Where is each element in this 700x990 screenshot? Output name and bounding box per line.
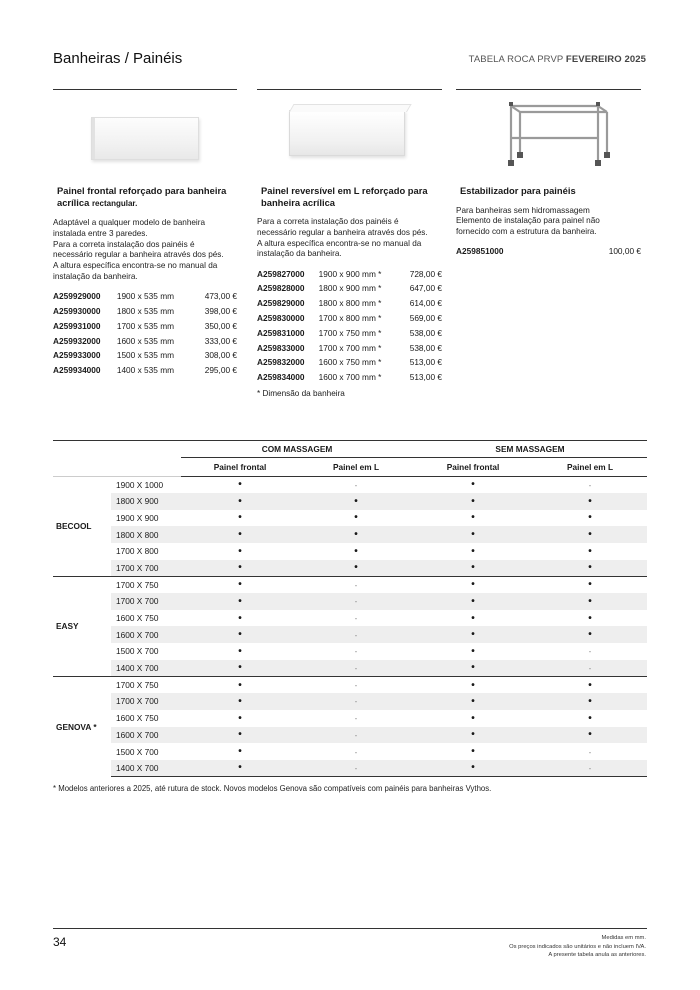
reference-price: 538,00 € <box>409 327 442 338</box>
compat-cell <box>299 560 413 577</box>
series-name: GENOVA * <box>53 676 111 776</box>
reference-price: 513,00 € <box>409 357 442 368</box>
reference-size: 1700 x 535 mm <box>116 320 175 331</box>
compatible-mark: • <box>238 679 242 691</box>
compat-cell <box>413 760 533 777</box>
stabilizer-frame-icon <box>456 90 641 178</box>
reference-code: A259931000 <box>53 320 101 331</box>
reference-code: A259930000 <box>53 305 101 316</box>
table-row <box>53 676 647 693</box>
compatible-mark: • <box>354 512 358 524</box>
compatible-mark: • <box>238 629 242 641</box>
compatible-mark: • <box>588 545 592 557</box>
compat-cell <box>181 560 299 577</box>
table-row <box>53 593 647 610</box>
compat-cell <box>533 676 647 693</box>
reference-code: A259933000 <box>53 350 101 361</box>
bath-size: 1500 X 700 <box>116 746 159 757</box>
compat-cell <box>181 510 299 527</box>
not-compatible-mark: - <box>354 597 358 607</box>
column-header: Painel em L <box>533 457 647 476</box>
compatible-mark: • <box>238 712 242 724</box>
table-row <box>53 560 647 577</box>
compat-cell <box>299 693 413 710</box>
compatible-mark: • <box>471 679 475 691</box>
compatible-mark: • <box>238 495 242 507</box>
compatible-mark: • <box>588 579 592 591</box>
product-title: Estabilizador para painéis <box>460 185 576 196</box>
compatible-mark: • <box>238 695 242 707</box>
group-header-sem-massagem: SEM MASSAGEM <box>413 441 647 458</box>
reference-price: 398,00 € <box>204 305 237 316</box>
not-compatible-mark: - <box>354 614 358 624</box>
description-line: fornecido com a estrutura da banheira. <box>456 227 597 237</box>
compat-cell <box>299 510 413 527</box>
compat-cell <box>533 476 647 493</box>
reference-size: 1600 x 750 mm * <box>318 357 382 368</box>
compatible-mark: • <box>471 629 475 641</box>
reference-code: A259831000 <box>257 327 305 338</box>
compatible-mark: • <box>238 645 242 657</box>
reference-code: A259832000 <box>257 357 305 368</box>
reference-table <box>456 244 641 259</box>
compatible-mark: • <box>471 712 475 724</box>
compatible-mark: • <box>354 562 358 574</box>
compat-cell <box>533 760 647 777</box>
compat-cell <box>413 526 533 543</box>
catalog-tag <box>469 54 646 65</box>
reference-price: 614,00 € <box>409 298 442 309</box>
compatible-mark: • <box>471 595 475 607</box>
footer-info-line: A presente tabela anula as anteriores. <box>548 952 646 959</box>
compat-cell <box>299 710 413 727</box>
reference-price: 350,00 € <box>204 320 237 331</box>
compatible-mark: • <box>588 729 592 741</box>
compatible-mark: • <box>471 695 475 707</box>
reference-price: 333,00 € <box>204 335 237 346</box>
reference-code: A259828000 <box>257 283 305 294</box>
product-description <box>456 206 641 238</box>
bath-size: 1400 X 700 <box>111 660 181 677</box>
compatible-mark: • <box>471 612 475 624</box>
compat-cell <box>299 493 413 510</box>
compat-cell <box>413 693 533 710</box>
compat-cell <box>299 593 413 610</box>
l-panel-shape <box>289 110 405 156</box>
bath-size: 1600 X 750 <box>116 613 159 624</box>
compatible-mark: • <box>588 629 592 641</box>
compatible-mark: • <box>238 662 242 674</box>
compatible-mark: • <box>238 746 242 758</box>
reference-row <box>257 340 442 355</box>
table-row <box>53 760 647 777</box>
description-line: instalada entre 3 paredes. <box>53 228 148 238</box>
footer-divider <box>53 928 647 929</box>
not-compatible-mark: - <box>588 763 592 773</box>
reference-size: 1400 x 535 mm <box>116 365 175 376</box>
group-header-com-massagem: COM MASSAGEM <box>181 441 413 458</box>
compat-cell <box>181 526 299 543</box>
bath-size: 1400 X 700 <box>111 760 181 777</box>
table-row <box>53 476 647 493</box>
description-line: instalação da banheira. <box>53 271 138 281</box>
compat-cell <box>413 676 533 693</box>
reference-row <box>456 244 641 259</box>
not-compatible-mark: - <box>354 630 358 640</box>
reference-row <box>53 348 237 363</box>
bath-size: 1600 X 700 <box>111 727 181 744</box>
not-compatible-mark: - <box>354 580 358 590</box>
reference-price: 100,00 € <box>608 246 641 257</box>
product-title: Painel reversível em L reforçado para banheira acrílica <box>261 185 428 208</box>
series-name: BECOOL <box>56 521 92 532</box>
description-line: necessário regular a banheira através dos pés. <box>257 227 428 237</box>
description-line: Para a correta instalação dos painéis é <box>257 217 399 226</box>
compatible-mark: • <box>588 512 592 524</box>
table-row <box>53 526 647 543</box>
compat-cell <box>533 660 647 677</box>
compat-cell <box>533 693 647 710</box>
table-row <box>53 493 647 510</box>
bath-size: 1700 X 800 <box>116 546 159 557</box>
not-compatible-mark: - <box>588 663 592 673</box>
table-row <box>53 743 647 760</box>
compat-cell <box>299 626 413 643</box>
compatible-mark: • <box>471 662 475 674</box>
compatible-mark: • <box>471 729 475 741</box>
compat-cell <box>413 743 533 760</box>
footer-info <box>509 934 646 960</box>
bath-l-panel-image <box>257 90 442 178</box>
compat-cell <box>413 476 533 493</box>
bath-size: 1700 X 750 <box>111 676 181 693</box>
reference-price: 728,00 € <box>409 268 442 279</box>
reference-price: 513,00 € <box>409 372 442 383</box>
compat-cell <box>299 660 413 677</box>
compat-cell <box>533 576 647 593</box>
reference-table <box>53 289 237 378</box>
compat-cell <box>181 493 299 510</box>
reference-code: A259934000 <box>53 365 101 376</box>
reference-price: 569,00 € <box>409 312 442 323</box>
compat-cell <box>413 626 533 643</box>
not-compatible-mark: - <box>354 697 358 707</box>
table-row <box>53 693 647 710</box>
compatibility-table <box>53 440 647 777</box>
not-compatible-mark: - <box>588 480 592 490</box>
compat-cell <box>299 610 413 627</box>
product-l-panel <box>257 89 442 398</box>
not-compatible-mark: - <box>354 730 358 740</box>
compat-cell <box>181 676 299 693</box>
compat-cell <box>533 710 647 727</box>
compat-cell <box>181 543 299 560</box>
reference-row <box>53 333 237 348</box>
compat-cell <box>413 543 533 560</box>
catalog-tag-date: FEVEREIRO 2025 <box>565 54 646 65</box>
product-title-main: Painel frontal reforçado para banheira acrílica <box>57 185 227 208</box>
bath-size: 1800 X 900 <box>111 493 181 510</box>
reference-size: 1500 x 535 mm <box>116 350 175 361</box>
description-line: Para a correta instalação dos painéis é <box>53 239 195 249</box>
reference-row <box>53 363 237 378</box>
reference-code: A259829000 <box>257 298 305 309</box>
reference-price: 295,00 € <box>204 365 237 376</box>
reference-row <box>257 281 442 296</box>
description-line: necessário regular a banheira através dos pés. <box>53 250 224 260</box>
compat-cell <box>181 593 299 610</box>
reference-size: 1700 x 800 mm * <box>318 312 382 323</box>
compat-cell <box>299 526 413 543</box>
compat-cell <box>299 643 413 660</box>
bath-size: 1600 X 750 <box>116 713 159 724</box>
compatible-mark: • <box>238 729 242 741</box>
not-compatible-mark: - <box>354 747 358 757</box>
compatible-mark: • <box>588 562 592 574</box>
reference-row <box>257 311 442 326</box>
compatible-mark: • <box>238 479 242 491</box>
compat-cell <box>299 760 413 777</box>
column-header: Painel frontal <box>413 457 533 476</box>
description-line: instalação da banheira. <box>257 249 342 259</box>
compat-cell <box>181 643 299 660</box>
reference-size: 1800 x 800 mm * <box>318 298 382 309</box>
description-line: Para banheiras sem hidromassagem <box>456 205 590 215</box>
compatible-mark: • <box>588 695 592 707</box>
compat-cell <box>533 526 647 543</box>
stabilizer-frame-image <box>456 90 641 178</box>
compatible-mark: • <box>471 579 475 591</box>
product-title <box>53 185 237 209</box>
reference-code: A259834000 <box>257 372 305 383</box>
compat-cell <box>533 727 647 744</box>
compat-cell <box>413 593 533 610</box>
reference-code: A259827000 <box>257 268 305 279</box>
table-row <box>53 543 647 560</box>
series-name: EASY <box>53 576 111 676</box>
compatible-mark: • <box>588 495 592 507</box>
compat-cell <box>533 560 647 577</box>
description-line: A altura específica encontra-se no manual da <box>53 261 218 271</box>
compatible-mark: • <box>471 562 475 574</box>
reference-row <box>257 266 442 281</box>
bath-size: 1900 X 1000 <box>116 479 164 490</box>
compat-cell <box>533 626 647 643</box>
compat-cell <box>413 710 533 727</box>
compatible-mark: • <box>238 579 242 591</box>
reference-size: 1700 x 700 mm * <box>318 342 382 353</box>
reference-row <box>53 318 237 333</box>
reference-size: 1700 x 750 mm * <box>318 327 382 338</box>
bath-size: 1600 X 700 <box>111 626 181 643</box>
footer-info-line: Os preços indicados são unitários e não incluem IVA. <box>509 943 646 950</box>
not-compatible-mark: - <box>588 747 592 757</box>
compatible-mark: • <box>471 529 475 541</box>
not-compatible-mark: - <box>354 681 358 691</box>
compat-cell <box>533 510 647 527</box>
reference-code: A259830000 <box>257 312 305 323</box>
dimension-note: * Dimensão da banheira <box>257 388 345 398</box>
compat-cell <box>181 760 299 777</box>
compat-cell <box>533 493 647 510</box>
description-line: Adaptável a qualquer modelo de banheira <box>53 218 206 227</box>
bath-size: 1700 X 750 <box>111 576 181 593</box>
compat-cell <box>299 576 413 593</box>
compatible-mark: • <box>238 512 242 524</box>
reference-size: 1800 x 900 mm * <box>318 283 382 294</box>
page-number: 34 <box>53 935 67 949</box>
reference-code: A259929000 <box>53 291 101 302</box>
compatible-mark: • <box>354 545 358 557</box>
reference-code: A259932000 <box>53 335 101 346</box>
compat-cell <box>299 543 413 560</box>
compat-cell <box>181 693 299 710</box>
compatible-mark: • <box>238 762 242 774</box>
compatible-mark: • <box>238 595 242 607</box>
compatible-mark: • <box>471 495 475 507</box>
table-row <box>53 510 647 527</box>
compatible-mark: • <box>471 545 475 557</box>
table-row <box>53 643 647 660</box>
bath-size: 1700 X 700 <box>111 693 181 710</box>
compatible-mark: • <box>588 712 592 724</box>
column-header: Painel frontal <box>181 457 299 476</box>
description-line: Elemento de instalação para painel não <box>456 216 600 226</box>
product-front-panel <box>53 89 237 378</box>
front-panel-shape <box>91 117 199 160</box>
page-title: Banheiras / Painéis <box>53 50 183 67</box>
catalog-tag-label: TABELA ROCA PRVP <box>468 54 564 65</box>
compatible-mark: • <box>354 495 358 507</box>
reference-price: 473,00 € <box>204 291 237 302</box>
table-row <box>53 660 647 677</box>
compat-cell <box>299 676 413 693</box>
reference-price: 538,00 € <box>409 342 442 353</box>
not-compatible-mark: - <box>354 714 358 724</box>
compatible-mark: • <box>354 529 358 541</box>
compatible-mark: • <box>238 612 242 624</box>
compat-cell <box>413 560 533 577</box>
not-compatible-mark: - <box>588 647 592 657</box>
compatible-mark: • <box>471 512 475 524</box>
compat-cell <box>181 610 299 627</box>
reference-row <box>257 296 442 311</box>
reference-size: 1900 x 535 mm <box>116 291 175 302</box>
reference-size: 1800 x 535 mm <box>116 305 175 316</box>
compat-cell <box>181 710 299 727</box>
reference-price: 647,00 € <box>409 283 442 294</box>
reference-row <box>257 370 442 385</box>
compat-cell <box>533 743 647 760</box>
compatible-mark: • <box>238 562 242 574</box>
compatible-mark: • <box>238 545 242 557</box>
compatible-mark: • <box>588 529 592 541</box>
compat-cell <box>181 626 299 643</box>
bath-size: 1500 X 700 <box>116 646 159 657</box>
bath-size: 1700 X 700 <box>111 593 181 610</box>
compatible-mark: • <box>471 645 475 657</box>
compat-cell <box>299 476 413 493</box>
compatible-mark: • <box>238 529 242 541</box>
product-description <box>257 217 442 260</box>
compat-cell <box>413 643 533 660</box>
compat-cell <box>181 727 299 744</box>
not-compatible-mark: - <box>354 663 358 673</box>
table-row <box>53 727 647 744</box>
compatible-mark: • <box>588 612 592 624</box>
compat-cell <box>533 543 647 560</box>
reference-size: 1600 x 535 mm <box>116 335 175 346</box>
product-stabilizer <box>456 89 641 259</box>
compat-cell <box>413 660 533 677</box>
reference-row <box>257 355 442 370</box>
reference-row <box>53 304 237 319</box>
reference-row <box>53 289 237 304</box>
compatible-mark: • <box>471 746 475 758</box>
reference-code: A259833000 <box>257 342 305 353</box>
compat-cell <box>533 610 647 627</box>
description-line: A altura específica encontra-se no manual da <box>257 238 422 248</box>
bath-size: 1700 X 700 <box>111 560 181 577</box>
compat-cell <box>533 593 647 610</box>
footer-info-line: Medidas em mm. <box>601 935 646 941</box>
compat-cell <box>299 727 413 744</box>
compatible-mark: • <box>471 479 475 491</box>
compat-cell <box>181 660 299 677</box>
table-row <box>53 710 647 727</box>
product-description <box>53 218 237 283</box>
table-row <box>53 610 647 627</box>
compat-cell <box>413 576 533 593</box>
compatible-mark: • <box>588 679 592 691</box>
table-row <box>53 626 647 643</box>
product-title-small: rectangular. <box>91 198 138 208</box>
compat-cell <box>413 610 533 627</box>
bath-size: 1900 X 900 <box>116 512 159 523</box>
not-compatible-mark: - <box>354 763 358 773</box>
compat-cell <box>181 576 299 593</box>
compat-cell <box>413 727 533 744</box>
reference-size: 1600 x 700 mm * <box>318 372 382 383</box>
compatible-mark: • <box>588 595 592 607</box>
table-row <box>53 576 647 593</box>
reference-row <box>257 325 442 340</box>
reference-code: A259851000 <box>456 246 504 257</box>
compat-cell <box>413 493 533 510</box>
footnote: * Modelos anteriores a 2025, até rutura de stock. Novos modelos Genova são compatíveis com painéis para banheiras Vythos. <box>53 784 492 793</box>
compat-cell <box>413 510 533 527</box>
reference-table <box>257 266 442 384</box>
not-compatible-mark: - <box>354 480 358 490</box>
compatible-mark: • <box>471 762 475 774</box>
not-compatible-mark: - <box>354 647 358 657</box>
reference-price: 308,00 € <box>204 350 237 361</box>
bath-size: 1800 X 800 <box>111 526 181 543</box>
column-header: Painel em L <box>299 457 413 476</box>
compat-cell <box>299 743 413 760</box>
compat-cell <box>181 476 299 493</box>
compat-cell <box>181 743 299 760</box>
bath-front-panel-image <box>53 90 237 178</box>
compat-cell <box>533 643 647 660</box>
reference-size: 1900 x 900 mm * <box>318 268 382 279</box>
